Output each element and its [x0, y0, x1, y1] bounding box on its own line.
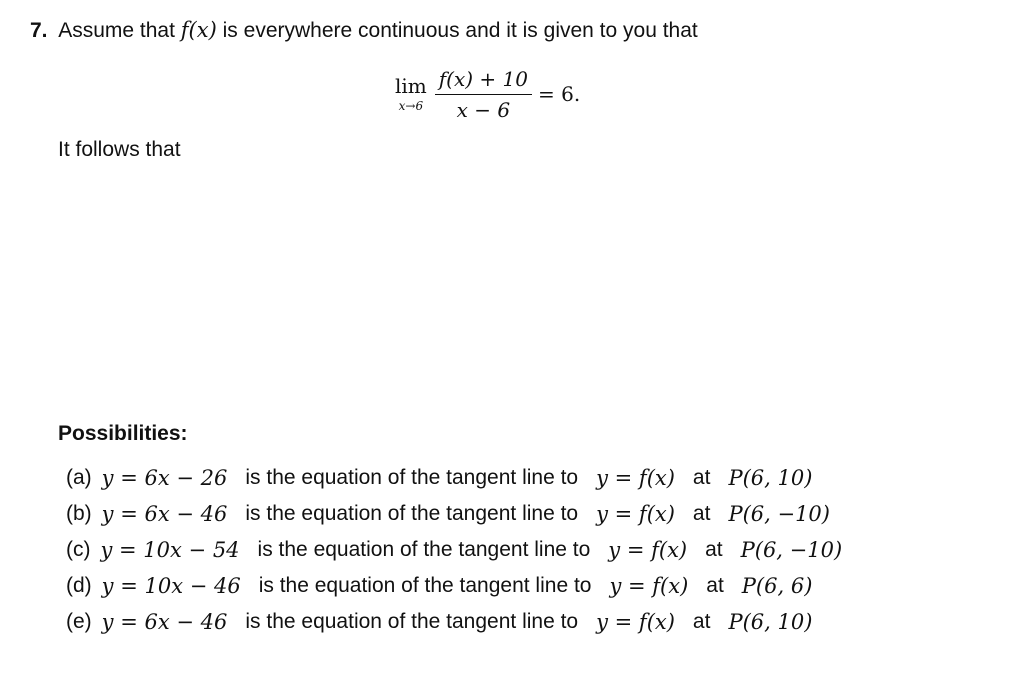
- option-label: (c): [66, 538, 91, 561]
- option-a[interactable]: [66, 460, 946, 496]
- limit-result: = 6.: [537, 82, 581, 106]
- option-curve: y = f(x): [596, 610, 675, 634]
- option-equation: y = 6x − 26: [101, 466, 228, 490]
- limit-expression: [395, 64, 580, 124]
- option-equation: y = 10x − 46: [101, 574, 241, 598]
- question-number: 7.: [30, 19, 48, 42]
- limit-fraction: [435, 67, 532, 122]
- option-label: (d): [66, 574, 92, 597]
- option-e[interactable]: [66, 604, 946, 640]
- option-at: at: [692, 610, 711, 633]
- follows-text: It follows that: [58, 138, 181, 161]
- options-list: [66, 460, 946, 640]
- question-statement: [30, 18, 698, 43]
- option-label: (b): [66, 502, 92, 525]
- option-label: (a): [66, 466, 92, 489]
- option-d[interactable]: [66, 568, 946, 604]
- option-point: P(6, 10): [728, 610, 813, 634]
- option-curve: y = f(x): [596, 466, 675, 490]
- option-at: at: [692, 502, 711, 525]
- option-point: P(6, 6): [741, 574, 813, 598]
- option-curve: y = f(x): [608, 538, 688, 562]
- question-fx: f(x): [180, 18, 217, 42]
- limit-word: lim: [395, 74, 427, 98]
- question-text-after: is everywhere continuous and it is given to you that: [222, 19, 698, 42]
- option-b[interactable]: [66, 496, 946, 532]
- option-text: is the equation of the tangent line to: [257, 538, 591, 561]
- option-text: is the equation of the tangent line to: [245, 466, 579, 489]
- option-text: is the equation of the tangent line to: [245, 502, 579, 525]
- fraction-denominator: x − 6: [456, 97, 511, 122]
- option-at: at: [705, 538, 723, 561]
- option-point: P(6, −10): [728, 502, 830, 526]
- option-text: is the equation of the tangent line to: [245, 610, 579, 633]
- possibilities-heading: Possibilities:: [58, 422, 188, 445]
- option-text: is the equation of the tangent line to: [258, 574, 592, 597]
- fraction-numerator: f(x) + 10: [438, 66, 528, 91]
- option-curve: y = f(x): [609, 574, 689, 598]
- option-equation: y = 6x − 46: [101, 502, 228, 526]
- option-label: (e): [66, 610, 92, 633]
- option-at: at: [706, 574, 724, 597]
- option-equation: y = 10x − 54: [100, 538, 240, 562]
- question-text-before: Assume that: [58, 19, 175, 42]
- option-c[interactable]: [66, 532, 946, 568]
- limit-subscript: x→6: [398, 99, 424, 113]
- option-at: at: [692, 466, 711, 489]
- option-point: P(6, −10): [740, 538, 843, 562]
- option-point: P(6, 10): [728, 466, 813, 490]
- option-equation: y = 6x − 46: [101, 610, 228, 634]
- limit-operator: [395, 76, 427, 112]
- option-curve: y = f(x): [596, 502, 675, 526]
